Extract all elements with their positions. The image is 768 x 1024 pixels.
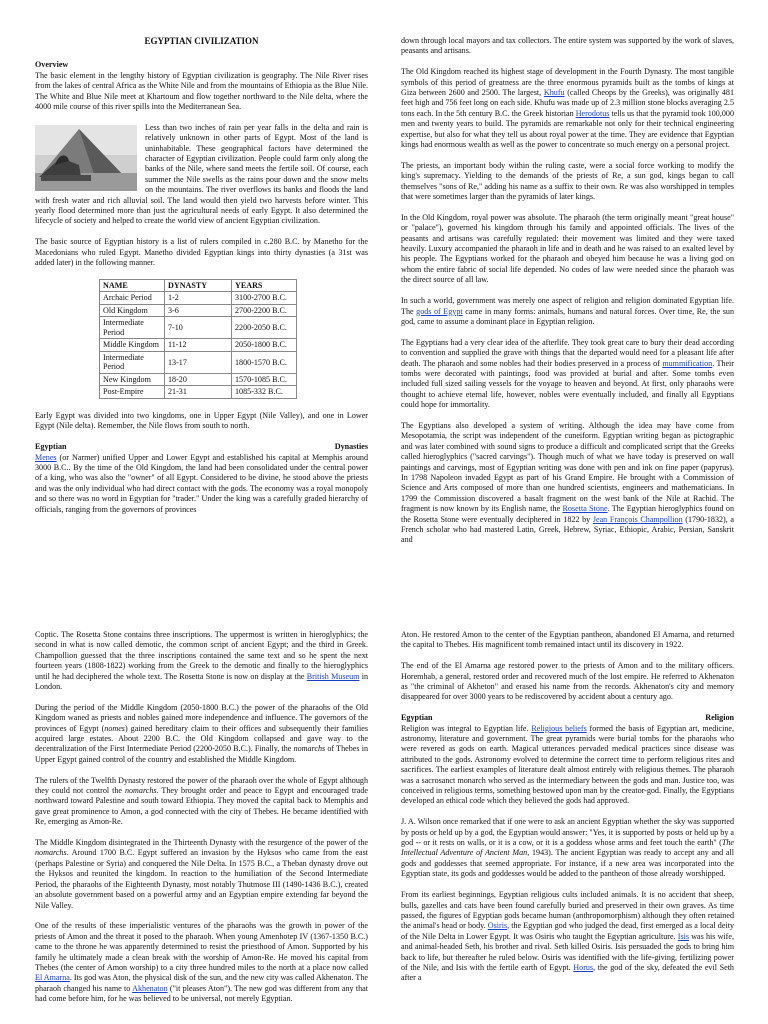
table-cell: 1-2: [165, 292, 232, 305]
paragraph: The priests, an important body within the ruling caste, were a social force working to modify the king's supremacy. Yielding to the demands of the priests of Re, a sun god, kings began to call themselves "sons of Re," adding his name as a suffix to their own. Re was also worshipped in temples that were sometimes larger than the pyramids of later kings.: [401, 160, 734, 202]
paragraph-text: was his wife, and animal-headed Seth, his brother and rival. Seth killed Osiris. Isis persuaded the gods to bring him back to life, but thereafter he ruled below. Osiris was identified with the life-giving, fertilizing power of the Nile, and Isis with the fertile earth of Egypt.: [401, 931, 734, 972]
paragraph: In the Old Kingdom, royal power was absolute. The pharaoh (the term originally meant "great house" or "palace"), governed his kingdom through his family and appointed officials. The lives of the peasants and artisans was carefully regulated: their movement was limited and they were taxed heavily. Luxury accompanied the pharaoh in life and in death and he was raised to an exalted level by his people. The Egyptians worked for the pharaoh and obeyed him because he was a living god on whom the entire fabric of social life depended. No codes of law were needed since the pharaoh was the direct source of all law.: [401, 212, 734, 285]
table-cell: Old Kingdom: [100, 304, 165, 317]
italic-term: nomarchs: [124, 786, 157, 796]
overview-paragraph: Early Egypt was divided into two kingdoms, one in Upper Egypt (Nile Valley), and one in Lower Egypt (Nile delta). Remember, the Nile flows from south to north.: [35, 410, 368, 431]
overview-heading: Overview: [35, 60, 69, 70]
champollion-link[interactable]: Jean François Champollion: [592, 514, 683, 524]
document-title: EGYPTIAN CIVILIZATION: [144, 36, 259, 46]
table-cell: 1800-1570 B.C.: [232, 351, 297, 373]
paragraph-text: , the Egyptian god who judged the dead, first emerged as a local deity of the Nile Delta in Lower Egypt. It was Osiris who taught the Egyptian agriculture.: [401, 921, 734, 941]
italic-term: nomes: [104, 723, 125, 733]
paragraph-text: The Egyptians also developed a system of writing. Although the idea may have come from Mesopotamia, the script was independent of the cuneiform. Egyptian writing began as pictographic and was later combined with sound signs to produce a difficult and complicated script that the Greeks called hieroglyphics ("sacred carvings"). Though much of what we have today is preserved on wall paintings and carvings, most of Egyptian writing was done with pen and ink on fine paper (papyrus). In 1798 Napoleon invaded Egypt as part of his Grand Empire. He brought with a Commission of Science and Arts composed of more than one hundred scientists, engineers and mathematicians. In 1799 the Commission discovered a basalt fragment on the west bank of the Nile at Rachid. The fragment is now known by its English name, the: [401, 420, 734, 514]
paragraph-text: The Egyptians had a very clear idea of the afterlife. They took great care to bury their dead according to convention and supplied the grave with things that the departed would need for a pleasant life after death. The pharaoh and some nobles had their bodies preserved in a process of: [401, 337, 734, 368]
religion-paragraph: [401, 724, 734, 807]
writing-paragraph: [401, 421, 734, 546]
paragraph-text: (or Narmer) unified Upper and Lower Egypt and established his capital at Memphis around 3000 B.C.. By the time of the Old Kingdom, the land had been consolidated under the central power of a king, who was also the "owner" of all Egypt. Considered to be divine, he stood above the priests and was the only individual who had direct contact with the gods. The economy was a royal monopoly and so there was no word in Egyptian for "trader." Under the king was a carefully graded hierarchy of officials, ranging from the governors of provinces: [35, 452, 368, 514]
heading-left: Egyptian: [35, 442, 67, 452]
table-cell: 13-17: [165, 351, 232, 373]
horus-link[interactable]: Horus: [573, 962, 594, 972]
osiris-link[interactable]: Osiris: [487, 921, 508, 931]
heading-right: Religion: [705, 713, 734, 723]
pyramids-paragraph: [401, 67, 734, 150]
paragraph-text: Religion was integral to Egyptian life.: [401, 723, 532, 733]
sphinx-pyramid-photo: [35, 125, 137, 191]
table-cell: 1570-1085 B.C.: [232, 373, 297, 386]
cults-paragraph: [401, 890, 734, 984]
rosetta-paragraph: [35, 630, 368, 692]
italic-term: nomarchs: [293, 744, 326, 754]
table-cell: 3100-2700 B.C.: [232, 292, 297, 305]
sphinx-pyramid-image: [35, 125, 137, 191]
table-header: DYNASTY: [165, 279, 232, 292]
middle-kingdom-paragraph: [35, 703, 368, 765]
paragraph-text: In such a world, government was merely one aspect of religion and religion dominated Egyptian life. The: [401, 296, 734, 316]
menes-link[interactable]: Menes: [35, 452, 57, 462]
khufu-link[interactable]: Khufu: [543, 88, 565, 98]
paragraph-text: came in many forms: animals, humans and natural forces. Over time, Re, the sun god, came to assume a dominant place in Egyptian religion.: [401, 306, 735, 326]
column-top-right: [401, 36, 734, 556]
paragraph-text: . Around 1700 B.C. Egypt suffered an invasion by the Hyksos who came from the east (perhaps Palestine or Syria) and conquered the Nile Delta. In 1575 B.C., a Theban dynasty drove out the Hyksos and reunited the kingdom. In reaction to the humiliation of the Second Intermediate Period, the pharaohs of the Eighteenth Dynasty, most notably Thutmose III (1490-1436 B.C.), created an absolute government based on a powerful army and an Egyptian empire extending far beyond the Nile Valley.: [35, 848, 368, 910]
mummification-link[interactable]: mummification: [662, 358, 713, 368]
table-cell: Middle Kingdom: [100, 339, 165, 352]
paragraph-text: One of the results of these imperialistic ventures of the pharaohs was the growth in power of the priests of Amon and the threat it posed to the pharaoh. When young Amenhotep IV (1367-1350 B.C.) came to the throne he was apparently determined to resist the priesthood of Amon. Supported by his family he ultimately made a clean break with the worship of Amon-Re. He moved his capital from Thebes (the center of Amon worship) to a city three hundred miles to the north at a place now called: [35, 921, 368, 972]
paragraph-text: (1790-1832), a French scholar who had mastered Latin, Greek, Hebrew, Syriac, Ethiopic, Arabic, Persian, Sanskrit and: [401, 514, 734, 545]
paragraph-text: ("it pleases Aton"). The new god was different from any that had come before him, for he was believed to be universal, not merely Egyptian.: [35, 983, 368, 1004]
paragraph-text: formed the basis of Egyptian art, medicine, astronomy, literature and government. The great pyramids were burial tombs for the pharaohs who were revered as gods on earth. Magical utterances pervaded medical practices since disease was attributed to the gods. Astronomy evolved to determine the correct time to perform religious rites and sacrifices. The earliest examples of literature dealt almost entirely with religious themes. The pharaoh was a sacrosanct monarch who served as the intermediary between the gods and man. Justice too, was conceived in religious terms, something bestowed upon man by the creator-god. Finally, the Egyptians developed an ethical code which they believed the gods had approved.: [401, 723, 735, 806]
table-cell: Intermediate Period: [100, 317, 165, 339]
table-cell: New Kingdom: [100, 373, 165, 386]
dynasty-table: [99, 279, 297, 399]
gods-of-egypt-link[interactable]: gods of Egypt: [416, 306, 463, 316]
table-header-row: [100, 279, 297, 292]
religion-heading: [401, 713, 734, 723]
akhenaton-paragraph: [35, 921, 368, 1004]
table-cell: Intermediate Period: [100, 351, 165, 373]
table-cell: 7-10: [165, 317, 232, 339]
hyksos-paragraph: [35, 838, 368, 911]
table-cell: 2700-2200 B.C.: [232, 304, 297, 317]
paragraph-text: During the period of the Middle Kingdom (2050-1800 B.C.) the power of the pharaohs of the Old Kingdom waned as priests and nobles gained more independence and influence. The governors of the provinces of Egypt (: [35, 702, 368, 733]
twelfth-dynasty-paragraph: [35, 776, 368, 828]
paragraph-text: , the god of the sky, defeated the evil Seth after a: [401, 962, 734, 983]
paragraph-text: (called Cheops by the Greeks), was originally 481 feet high and 756 feet long on each side. Khufu was made up of 2.3 million stone blocks averaging 2.5 tons each. In the 5th century B.C. the Greek historian: [401, 88, 734, 118]
paragraph-text: Coptic. The Rosetta Stone contains three inscriptions. The uppermost is written in hieroglyphics; the second in what is now called demotic, the common script of ancient Egypt; and the third in Greek. Champollion guessed that the three inscriptions contained the same text and so he spent the next fourteen years (1808-1822) working from the Greek to the demotic and finally to the hieroglyphics until he had deciphered the whole text. The Rosetta Stone is now on display at the: [35, 630, 368, 681]
table-cell: 2050-1800 B.C.: [232, 339, 297, 352]
table-cell: 3-6: [165, 304, 232, 317]
table-cell: 1085-332 B.C.: [232, 386, 297, 399]
table-cell: 2200-2050 B.C.: [232, 317, 297, 339]
paragraph-text: . The Egyptian hieroglyphics found on the Rosetta Stone were eventually deciphered in 1822 by: [401, 504, 734, 524]
paragraph-text: . Its god was Aton, the physical disk of the sun, and the new city was called Akhenaton. The pharaoh changed his name to: [35, 973, 368, 993]
paragraph-text: From its earliest beginnings, Egyptian religious cults included animals. It is no accident that sheep, bulls, gazelles and cats have been found carefully buried and preserved in their own graves. As time passed, the figures of Egyptian gods became human (anthropomorphism) although they often retained the animal's head or body.: [401, 890, 734, 931]
column-bottom-left: [35, 630, 368, 1015]
paragraph-text: The Old Kingdom reached its highest stage of development in the Fourth Dynasty. The most tangible symbols of this period of greatness are the three enormous pyramids built as the tombs of kings at Giza between 2600 and 2500. The largest,: [401, 67, 734, 98]
column-top-left: [35, 36, 368, 525]
column-bottom-right: [401, 630, 734, 994]
table-row: [100, 386, 297, 399]
herodotus-link[interactable]: Herodotus: [575, 108, 610, 118]
paragraph-text: The rulers of the Twelfth Dynasty restored the power of the pharaoh over the whole of Egypt although they could not control the: [35, 775, 368, 796]
paragraph-text: tells us that the pyramid took 100,000 men and twenty years to build. The pyramids are remarkable not only for their technical engineering expertise, but also for what they tell us about royal power at the time. They are evidence that Egyptian kings had enormous wealth as well as the power to concentrate so much energy on a personal project.: [401, 108, 734, 150]
gods-paragraph: [401, 296, 734, 327]
paragraph-text: in London.: [35, 671, 369, 692]
el-amarna-link[interactable]: El Amarna: [35, 973, 70, 983]
akhenaton-link[interactable]: Akhenaton: [132, 983, 168, 993]
heading-right: Dynasties: [334, 442, 368, 452]
table-row: [100, 339, 297, 352]
table-cell: 18-20: [165, 373, 232, 386]
dynasties-paragraph: [35, 453, 368, 515]
italic-term: nomarchs: [35, 848, 67, 858]
paragraph-text: of Thebes in Upper Egypt gained control of the country and established the Middle Kingdom.: [35, 744, 368, 764]
paragraph-text: . Their tombs were decorated with paintings, food was provided at burial and after. Some tombs even included full sized sailing vessels for the voyage to heaven and beyond. At first, only pharaohs were thought to achieve eternal life, however, nobles were eventually included, and finally all Egyptians could hope for immortality.: [401, 358, 735, 410]
table-row: [100, 373, 297, 386]
paragraph: Aton. He restored Amon to the center of the Egyptian pantheon, abandoned El Amarna, and returned the capital to Thebes. His magnificent tomb remained intact until its discovery in 1922.: [401, 630, 734, 650]
table-header: NAME: [100, 279, 165, 292]
table-header: YEARS: [232, 279, 297, 292]
table-cell: Post-Empire: [100, 386, 165, 399]
paragraph-text: ) gained hereditary claim to their offices and subsequently their families acquired large estates. About 2200 B.C. the Old Kingdom collapsed and gave way to the decentralization of the First Intermediate Period (2200-2050 B.C.). Finally, the: [35, 723, 368, 754]
overview-paragraph: The basic element in the lengthy history of Egyptian civilization is geography. The Nile River rises from the lakes of central Africa as the White Nile and from the mountains of Ethiopia as the Blue Nile. The White and Blue Nile meet at Khartoum and flow together northward to the Nile delta, where the 4000 mile course of this river spills into the Mediterranean Sea.: [35, 70, 368, 112]
isis-link[interactable]: Isis: [677, 931, 690, 941]
afterlife-paragraph: [401, 338, 734, 411]
heading-left: Egyptian: [401, 713, 433, 723]
table-row: [100, 317, 297, 339]
overview-paragraph: Less than two inches of rain per year falls in the delta and rain is relatively unknown in other parts of Egypt. Most of the land is uninhabitable. These geographical factors have determined the character of Egyptian civilization. People could farm only along the banks of the Nile, where sand meets the fertile soil. Of course, each summer the Nile swells as the rains pour down and the snow melts on the mountains. The river overflows its banks and floods the land with fresh water and rich alluvial soil. The land would then yield two harvests before winter. This yearly flood determined more than just the agricultural needs of early Egypt. It also determined the lifecycle of society and helped to create the world view of ancient Egyptian civilization.: [35, 122, 368, 226]
paragraph: down through local mayors and tax collectors. The entire system was supported by the work of slaves, peasants and artisans.: [401, 36, 734, 56]
table-row: [100, 351, 297, 373]
table-cell: 11-12: [165, 339, 232, 352]
paragraph-text: The Middle Kingdom disintegrated in the Thirteenth Dynasty with the resurgence of the power of the: [35, 838, 368, 848]
wilson-paragraph: [401, 817, 734, 879]
paragraph: The end of the El Amarna age restored power to the priests of Amon and to the military officers. Horemhab, a general, restored order and recovered much of the lost empire. He referred to Akhenaton as "the criminal of Akheton" and erased his name from the records. Akhenaton's city and memory disappeared for over 3000 years to be rediscovered by accident about a century ago.: [401, 661, 734, 702]
table-row: [100, 292, 297, 305]
overview-paragraph: The basic source of Egyptian history is a list of rulers compiled in c.280 B.C. by Manetho for the Macedonians who ruled Egypt. Manetho divided Egyptian kings into thirty dynasties (a 31st was added later) in the following manner.: [35, 237, 368, 268]
book-title: The Intellectual Adventure of Ancient Man: [401, 838, 734, 858]
paragraph-text: , 1943). The ancient Egyptian was ready to accept any and all gods and goddesses that seemed appropriate. For instance, if a new area was incorporated into the Egyptian state, its gods and goddesses would be added to the pantheon of those already worshipped.: [401, 848, 734, 879]
british-museum-link[interactable]: British Museum: [306, 671, 360, 681]
table-row: [100, 304, 297, 317]
paragraph-text: . They brought order and peace to Egypt and encouraged trade northward toward Palestine and south toward Ethiopia. They moved the capital back to Memphis and gave great prominence to Amon, a god connected with the city of Thebes. He became identified with Re, emerging as Amon-Re.: [35, 786, 368, 827]
religious-beliefs-link[interactable]: Religious beliefs: [531, 723, 587, 733]
paragraph-text: J. A. Wilson once remarked that if one were to ask an ancient Egyptian whether the sky was supported by posts or held up by a god, the Egyptian would answer: "Yes, it is supported by posts or held up by a god -- or it rests on walls, or it is a cow, or it is a goddess whose arms and feet touch the earth" (: [401, 817, 734, 848]
table-cell: Archaic Period: [100, 292, 165, 305]
dynasties-heading: [35, 442, 368, 452]
table-cell: 21-31: [165, 386, 232, 399]
rosetta-stone-link[interactable]: Rosetta Stone: [562, 504, 608, 514]
